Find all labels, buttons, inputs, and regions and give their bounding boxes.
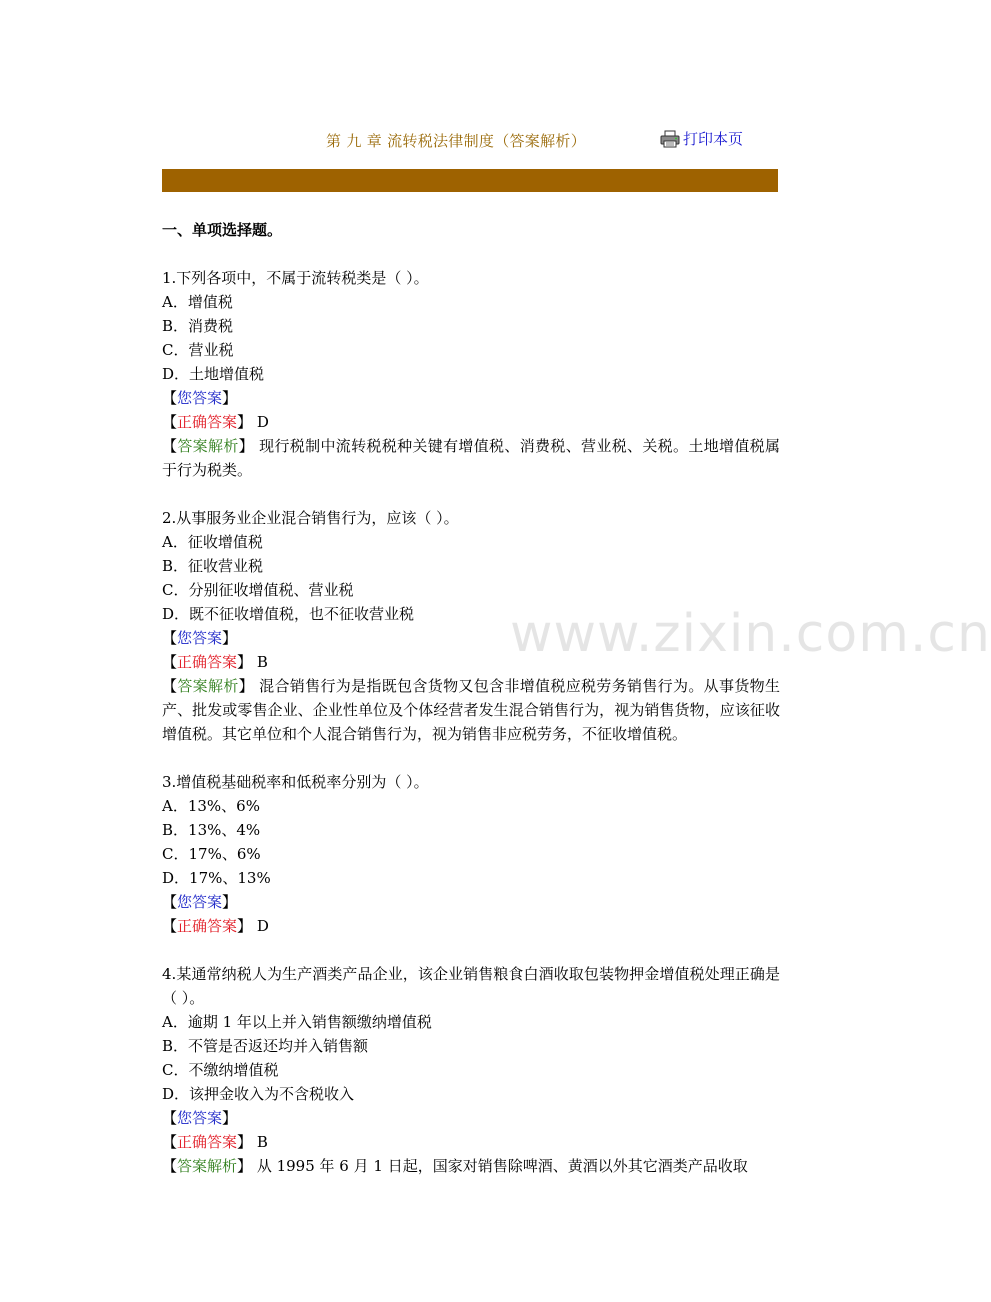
correct-answer-value: B [256, 1133, 268, 1151]
answer-analysis-value: 混合销售行为是指既包含货物又包含非增值税应税劳务销售行为。从事货物生产、批发或零售企业、企业性单位及个体经营者发生混合销售行为，视为销售货物，应该征收增值税。其它单位和个人混合销售行为，视为销售非应税劳务，不征收增值税。 [162, 677, 780, 743]
your-answer [162, 1106, 780, 1130]
printer-icon [660, 130, 680, 148]
question-stem: 1.下列各项中，不属于流转税类是（ ）。 [162, 269, 429, 287]
option-b: B．13%、4% [162, 821, 261, 839]
document-body [162, 218, 780, 1202]
option-c: C．营业税 [162, 341, 234, 359]
correct-answer-value: D [256, 413, 269, 431]
answer-analysis [162, 674, 780, 746]
bracket-close: 】 [238, 677, 255, 695]
bracket-close: 】 [237, 413, 253, 431]
answer-analysis-value: 从 1995 年 6 月 1 日起，国家对销售除啤酒、黄酒以外其它酒类产品收取 [256, 1157, 748, 1175]
bracket-open: 【 [162, 653, 178, 671]
bracket-close: 】 [237, 653, 253, 671]
bracket-close: 】 [222, 389, 238, 407]
correct-answer-label: 正确答案 [177, 917, 238, 935]
bracket-close: 】 [222, 1109, 238, 1127]
your-answer [162, 386, 780, 410]
section-title: 一、单项选择题。 [162, 221, 283, 239]
question-3 [162, 770, 780, 938]
correct-answer-value: B [256, 653, 268, 671]
answer-analysis-label: 答案解析 [177, 1157, 238, 1175]
option-a: A．征收增值税 [162, 533, 263, 551]
bracket-close: 】 [237, 1157, 253, 1175]
bracket-open: 【 [162, 1157, 178, 1175]
page-header [162, 128, 778, 154]
option-b: B．消费税 [162, 317, 234, 335]
print-page-link[interactable] [660, 128, 743, 149]
print-label: 打印本页 [683, 130, 744, 148]
chapter-title: 第 九 章 流转税法律制度（答案解析） [326, 132, 587, 150]
bracket-close: 】 [237, 1133, 253, 1151]
correct-answer [162, 410, 780, 434]
correct-answer-label: 正确答案 [177, 653, 238, 671]
answer-analysis [162, 1154, 780, 1178]
bracket-open: 【 [162, 437, 178, 455]
your-answer-label: 您答案 [177, 629, 223, 647]
correct-answer-label: 正确答案 [177, 413, 238, 431]
bracket-close: 】 [222, 629, 238, 647]
question-stem: 3.增值税基础税率和低税率分别为（ ）。 [162, 773, 429, 791]
bracket-open: 【 [162, 389, 178, 407]
question-4 [162, 962, 780, 1178]
option-d: D．既不征收增值税，也不征收营业税 [162, 605, 415, 623]
bracket-open: 【 [162, 677, 178, 695]
answer-analysis-label: 答案解析 [177, 437, 239, 455]
answer-analysis-label: 答案解析 [177, 677, 239, 695]
bracket-close: 】 [238, 437, 255, 455]
question-list [162, 266, 780, 1178]
question-stem: 2.从事服务业企业混合销售行为，应该（ ）。 [162, 509, 459, 527]
answer-analysis [162, 434, 780, 482]
option-c: C．不缴纳增值税 [162, 1061, 279, 1079]
watermark: www.zixin.com.cn [510, 604, 991, 664]
correct-answer [162, 1130, 780, 1154]
bracket-open: 【 [162, 1109, 178, 1127]
correct-answer [162, 914, 780, 938]
correct-answer-value: D [256, 917, 269, 935]
your-answer [162, 626, 780, 650]
option-d: D．17%、13% [162, 869, 271, 887]
bracket-close: 】 [222, 893, 238, 911]
bracket-open: 【 [162, 893, 178, 911]
your-answer-label: 您答案 [177, 389, 223, 407]
answer-analysis-value: 现行税制中流转税税种关键有增值税、消费税、营业税、关税。土地增值税属于行为税类。 [162, 437, 780, 479]
bracket-close: 】 [237, 917, 253, 935]
bracket-open: 【 [162, 917, 178, 935]
your-answer-label: 您答案 [177, 893, 223, 911]
option-d: D．该押金收入为不含税收入 [162, 1085, 355, 1103]
question-1 [162, 266, 780, 482]
header-divider-bar [162, 169, 778, 192]
option-a: A．逾期 1 年以上并入销售额缴纳增值税 [162, 1013, 432, 1031]
question-2 [162, 506, 780, 746]
option-b: B．征收营业税 [162, 557, 264, 575]
your-answer [162, 890, 780, 914]
correct-answer-label: 正确答案 [177, 1133, 238, 1151]
bracket-open: 【 [162, 629, 178, 647]
correct-answer [162, 650, 780, 674]
option-c: C．分别征收增值税、营业税 [162, 581, 354, 599]
bracket-open: 【 [162, 1133, 178, 1151]
option-c: C．17%、6% [162, 845, 261, 863]
option-a: A．13%、6% [162, 797, 260, 815]
question-stem: 4.某通常纳税人为生产酒类产品企业，该企业销售粮食白酒收取包装物押金增值税处理正确是（ ）。 [162, 965, 780, 1007]
bracket-open: 【 [162, 413, 178, 431]
option-d: D．土地增值税 [162, 365, 265, 383]
option-a: A．增值税 [162, 293, 233, 311]
option-b: B．不管是否返还均并入销售额 [162, 1037, 369, 1055]
your-answer-label: 您答案 [177, 1109, 223, 1127]
